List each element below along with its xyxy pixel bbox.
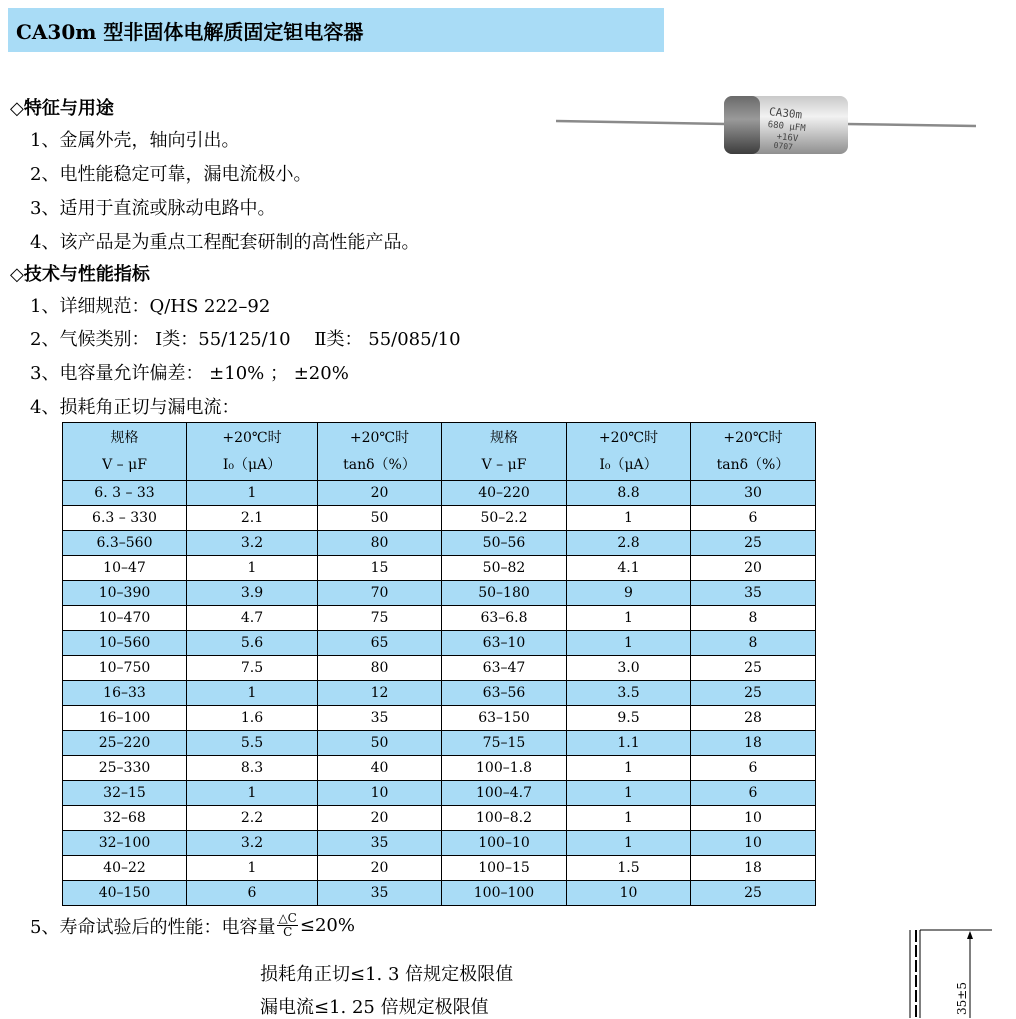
cell-loss-tangent: 35 <box>318 831 442 856</box>
cell-spec-voltage-capacitance: 16–33 <box>63 681 187 706</box>
header-spec-1: 规格 V – μF <box>63 423 187 481</box>
cell-loss-tangent: 6 <box>691 756 816 781</box>
table-row <box>63 806 816 831</box>
cell-leakage-current: 2.2 <box>187 806 318 831</box>
life-test-line <box>30 912 355 939</box>
table-row <box>63 506 816 531</box>
cell-leakage-current: 5.6 <box>187 631 318 656</box>
table-row <box>63 781 816 806</box>
table-row <box>63 756 816 781</box>
cell-spec-voltage-capacitance: 10–750 <box>63 656 187 681</box>
marking-line-2: 680 μFM <box>767 120 806 134</box>
spec-item-2: 2、气候类别： Ⅰ类：55/125/10 Ⅱ类： 55/085/10 <box>30 329 461 350</box>
cell-leakage-current: 10 <box>567 881 691 906</box>
cell-loss-tangent: 20 <box>691 556 816 581</box>
cell-leakage-current: 7.5 <box>187 656 318 681</box>
fraction-numerator: △C <box>278 911 297 925</box>
dimension-drawing <box>900 925 1000 1018</box>
cell-loss-tangent: 8 <box>691 606 816 631</box>
cell-loss-tangent: 18 <box>691 856 816 881</box>
cell-leakage-current: 3.5 <box>567 681 691 706</box>
cell-loss-tangent: 25 <box>691 531 816 556</box>
cell-spec-voltage-capacitance: 6.3 – 330 <box>63 506 187 531</box>
life-test-suffix: ≤20% <box>299 915 355 936</box>
header-leakage-1: +20℃时 I₀（μA） <box>187 423 318 481</box>
cell-spec-voltage-capacitance: 100–15 <box>442 856 567 881</box>
table-row <box>63 881 816 906</box>
cell-leakage-current: 1.1 <box>567 731 691 756</box>
cell-spec-voltage-capacitance: 63–6.8 <box>442 606 567 631</box>
cell-loss-tangent: 25 <box>691 881 816 906</box>
cell-loss-tangent: 70 <box>318 581 442 606</box>
cell-leakage-current: 1.6 <box>187 706 318 731</box>
cell-loss-tangent: 6 <box>691 781 816 806</box>
cell-leakage-current: 8.3 <box>187 756 318 781</box>
cell-spec-voltage-capacitance: 100–1.8 <box>442 756 567 781</box>
dimension-label: 35±5 <box>955 982 969 1015</box>
cell-spec-voltage-capacitance: 40–150 <box>63 881 187 906</box>
life-test-prefix: 5、寿命试验后的性能：电容量 <box>30 916 276 938</box>
cell-spec-voltage-capacitance: 32–68 <box>63 806 187 831</box>
cell-leakage-current: 4.1 <box>567 556 691 581</box>
cell-loss-tangent: 15 <box>318 556 442 581</box>
cell-loss-tangent: 80 <box>318 531 442 556</box>
specs-heading: ◇技术与性能指标 <box>10 264 150 285</box>
cell-loss-tangent: 25 <box>691 656 816 681</box>
cell-loss-tangent: 35 <box>318 706 442 731</box>
header-leakage-2: +20℃时 I₀（μA） <box>567 423 691 481</box>
life-test-tan: 损耗角正切≤1. 3 倍规定极限值 <box>260 964 514 985</box>
table-header-row <box>63 423 816 481</box>
marking-line-3: +16V <box>776 132 799 145</box>
cell-leakage-current: 2.8 <box>567 531 691 556</box>
table-row <box>63 631 816 656</box>
table-row <box>63 481 816 506</box>
feature-item-1: 1、金属外壳，轴向引出。 <box>30 130 240 151</box>
cell-spec-voltage-capacitance: 63–10 <box>442 631 567 656</box>
page-title: CA30m 型非固体电解质固定钽电容器 <box>16 19 364 44</box>
header-tan-2: +20℃时 tanδ（%） <box>691 423 816 481</box>
table-row <box>63 731 816 756</box>
cell-spec-voltage-capacitance: 16–100 <box>63 706 187 731</box>
cell-spec-voltage-capacitance: 25–330 <box>63 756 187 781</box>
cell-loss-tangent: 20 <box>318 806 442 831</box>
delta-c-fraction <box>277 912 297 939</box>
cell-spec-voltage-capacitance: 10–470 <box>63 606 187 631</box>
cell-loss-tangent: 50 <box>318 506 442 531</box>
cell-leakage-current: 8.8 <box>567 481 691 506</box>
cell-spec-voltage-capacitance: 50–2.2 <box>442 506 567 531</box>
cell-spec-voltage-capacitance: 6. 3 – 33 <box>63 481 187 506</box>
fraction-denominator: C <box>283 925 293 939</box>
cell-loss-tangent: 20 <box>318 856 442 881</box>
cell-loss-tangent: 40 <box>318 756 442 781</box>
cell-spec-voltage-capacitance: 63–150 <box>442 706 567 731</box>
cell-loss-tangent: 65 <box>318 631 442 656</box>
title-banner <box>8 8 664 52</box>
cell-leakage-current: 1 <box>187 481 318 506</box>
capacitor-photo <box>556 90 976 160</box>
table-row <box>63 556 816 581</box>
header-tan-1: +20℃时 tanδ（%） <box>318 423 442 481</box>
cell-spec-voltage-capacitance: 40–220 <box>442 481 567 506</box>
table-row <box>63 831 816 856</box>
cell-loss-tangent: 50 <box>318 731 442 756</box>
cell-spec-voltage-capacitance: 50–82 <box>442 556 567 581</box>
polarity-band <box>724 96 760 154</box>
spec-item-1: 1、详细规范：Q/HS 222–92 <box>30 296 271 317</box>
table-row <box>63 531 816 556</box>
cell-loss-tangent: 12 <box>318 681 442 706</box>
spec-item-3: 3、电容量允许偏差： ±10% ； ±20% <box>30 363 349 384</box>
cell-spec-voltage-capacitance: 32–15 <box>63 781 187 806</box>
cell-loss-tangent: 80 <box>318 656 442 681</box>
cell-loss-tangent: 20 <box>318 481 442 506</box>
cell-spec-voltage-capacitance: 100–100 <box>442 881 567 906</box>
cell-leakage-current: 3.9 <box>187 581 318 606</box>
cell-loss-tangent: 35 <box>318 881 442 906</box>
cell-leakage-current: 1 <box>187 856 318 881</box>
cell-spec-voltage-capacitance: 50–56 <box>442 531 567 556</box>
lead-wire-left <box>556 121 726 124</box>
cell-leakage-current: 6 <box>187 881 318 906</box>
lead-wire-right <box>846 124 976 126</box>
cell-loss-tangent: 25 <box>691 681 816 706</box>
cell-spec-voltage-capacitance: 63–47 <box>442 656 567 681</box>
cell-loss-tangent: 10 <box>691 806 816 831</box>
cell-leakage-current: 1 <box>567 631 691 656</box>
cell-leakage-current: 1 <box>187 781 318 806</box>
cell-leakage-current: 1.5 <box>567 856 691 881</box>
cell-spec-voltage-capacitance: 40–22 <box>63 856 187 881</box>
cell-spec-voltage-capacitance: 25–220 <box>63 731 187 756</box>
cell-leakage-current: 9.5 <box>567 706 691 731</box>
table-row <box>63 706 816 731</box>
cell-loss-tangent: 75 <box>318 606 442 631</box>
cell-leakage-current: 1 <box>187 556 318 581</box>
cell-spec-voltage-capacitance: 6.3–560 <box>63 531 187 556</box>
table-row <box>63 606 816 631</box>
life-test-leakage: 漏电流≤1. 25 倍规定极限值 <box>260 997 489 1018</box>
cell-leakage-current: 1 <box>567 506 691 531</box>
cell-spec-voltage-capacitance: 10–390 <box>63 581 187 606</box>
cell-loss-tangent: 10 <box>691 831 816 856</box>
cell-loss-tangent: 8 <box>691 631 816 656</box>
cell-loss-tangent: 30 <box>691 481 816 506</box>
feature-item-3: 3、适用于直流或脉动电路中。 <box>30 198 276 219</box>
cell-spec-voltage-capacitance: 50–180 <box>442 581 567 606</box>
table-row <box>63 856 816 881</box>
feature-item-2: 2、电性能稳定可靠，漏电流极小。 <box>30 164 312 185</box>
cell-leakage-current: 1 <box>187 681 318 706</box>
cell-loss-tangent: 35 <box>691 581 816 606</box>
marking-line-4: 0707 <box>773 140 794 152</box>
cell-leakage-current: 1 <box>567 806 691 831</box>
cell-spec-voltage-capacitance: 10–560 <box>63 631 187 656</box>
feature-item-4: 4、该产品是为重点工程配套研制的高性能产品。 <box>30 232 420 253</box>
cell-loss-tangent: 18 <box>691 731 816 756</box>
cell-leakage-current: 3.2 <box>187 831 318 856</box>
spec-item-4: 4、损耗角正切与漏电流： <box>30 397 240 418</box>
cell-leakage-current: 1 <box>567 756 691 781</box>
cell-leakage-current: 3.2 <box>187 531 318 556</box>
table-row <box>63 681 816 706</box>
cell-leakage-current: 1 <box>567 831 691 856</box>
cell-leakage-current: 9 <box>567 581 691 606</box>
cell-spec-voltage-capacitance: 100–8.2 <box>442 806 567 831</box>
cell-spec-voltage-capacitance: 100–10 <box>442 831 567 856</box>
cell-leakage-current: 1 <box>567 606 691 631</box>
cell-spec-voltage-capacitance: 63–56 <box>442 681 567 706</box>
spec-table <box>62 422 816 906</box>
header-spec-2: 规格 V – μF <box>442 423 567 481</box>
cell-spec-voltage-capacitance: 100–4.7 <box>442 781 567 806</box>
cell-loss-tangent: 10 <box>318 781 442 806</box>
cell-spec-voltage-capacitance: 32–100 <box>63 831 187 856</box>
table-row <box>63 581 816 606</box>
cell-spec-voltage-capacitance: 75–15 <box>442 731 567 756</box>
cell-loss-tangent: 28 <box>691 706 816 731</box>
cell-leakage-current: 3.0 <box>567 656 691 681</box>
table-row <box>63 656 816 681</box>
cell-leakage-current: 4.7 <box>187 606 318 631</box>
cell-leakage-current: 1 <box>567 781 691 806</box>
cell-leakage-current: 2.1 <box>187 506 318 531</box>
cell-leakage-current: 5.5 <box>187 731 318 756</box>
cell-spec-voltage-capacitance: 10–47 <box>63 556 187 581</box>
cell-loss-tangent: 6 <box>691 506 816 531</box>
marking-line-1: CA30m <box>768 105 803 122</box>
features-heading: ◇特征与用途 <box>10 98 114 119</box>
